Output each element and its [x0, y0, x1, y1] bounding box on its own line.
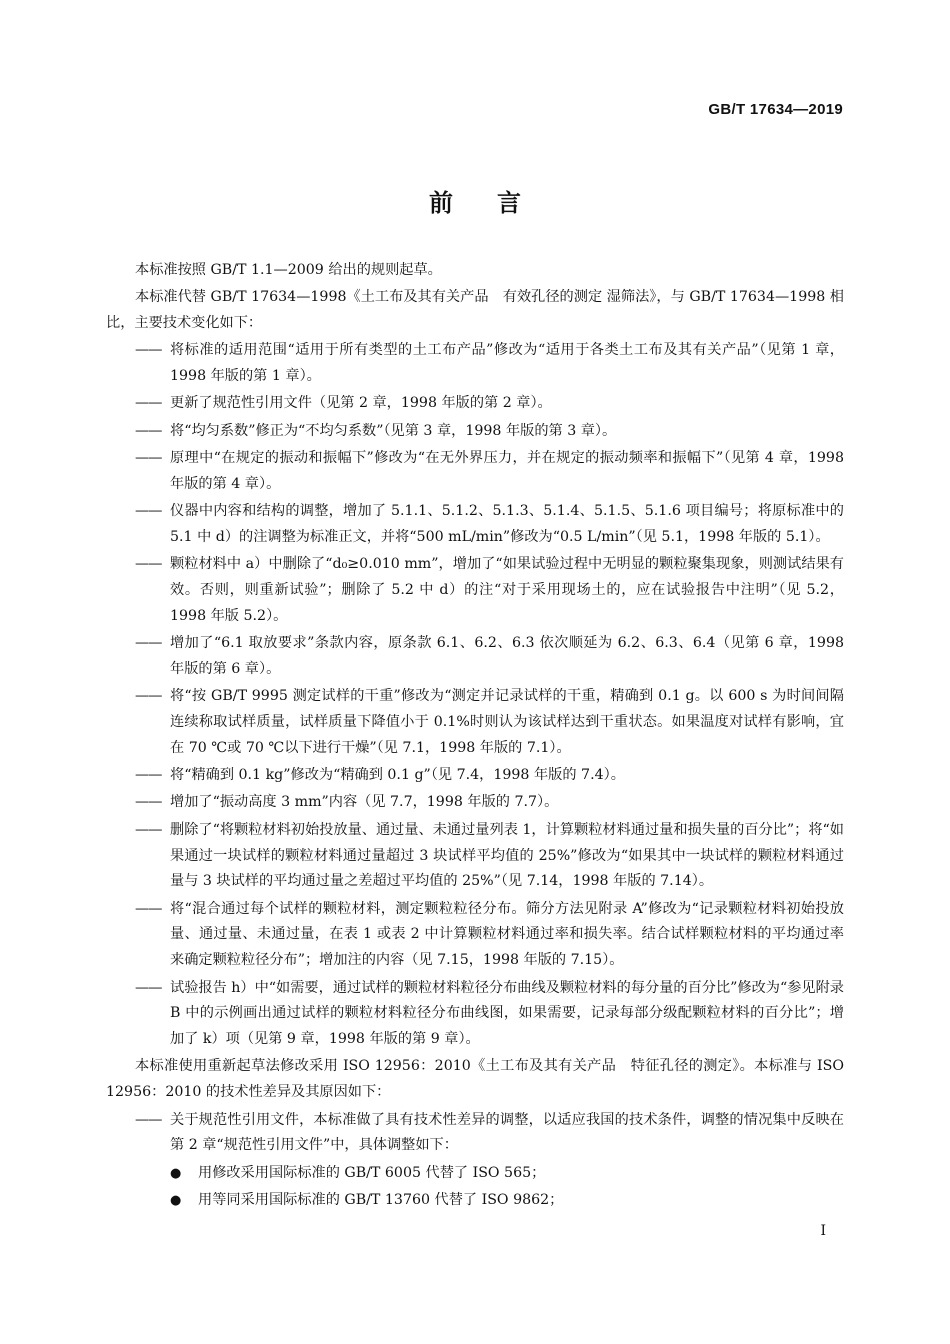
page-title: 前言: [429, 189, 565, 217]
list-item-text: 删除了“将颗粒材料初始投放量、通过量、未通过量列表 1，计算颗粒材料通过量和损失量的百分比”；将“如果通过一块试样的颗粒材料通过量超过 3 块试样平均值的 25%”修改为“如果其中一块试样的颗粒材料通过量与 3 块试样的平均通过量之差超过平均值的 25%”（见 7.14，1998 年版的 7.14）。: [170, 821, 844, 890]
standard-code: GB/T 17634—2019: [708, 101, 843, 118]
bullet-icon: ●: [170, 1165, 182, 1181]
list-item: [106, 419, 844, 445]
bullet-item: [106, 1161, 844, 1187]
list-item: [106, 338, 844, 390]
list-item-text: 将“按 GB/T 9995 测定试样的干重”修改为“测定并记录试样的干重，精确到 0.1 g。以 600 s 为时间间隔连续称取试样质量，试样质量下降值小于 0.1%时则认为该试样达到干重状态。如果温度对试样有影响，宜在 70 ℃或 70 ℃以下进行干燥”（见 7.1，1998 年版的 7.1）。: [170, 688, 844, 756]
bullet-item: [106, 1188, 844, 1214]
list-item-text: 增加了“6.1 取放要求”条款内容，原条款 6.1、6.2、6.3 依次顺延为 6.2、6.3、6.4（见第 6 章，1998 年版的第 6 章）。: [170, 635, 844, 677]
changes-list: [106, 338, 844, 1053]
list-item: [106, 684, 844, 761]
list-item-text: 将“混合通过每个试样的颗粒材料，测定颗粒粒径分布。筛分方法见附录 A”修改为“记录颗粒材料初始投放量、通过量、未通过量，在表 1 或表 2 中计算颗粒材料通过率和损失率。结合试样颗粒材料的平均通过率来确定颗粒粒径分布”；增加注的内容（见 7.15，1998 年版的 7.15）。: [170, 900, 844, 969]
list-item-text: 关于规范性引用文件，本标准做了具有技术性差异的调整，以适应我国的技术条件，调整的情况集中反映在第 2 章“规范性引用文件”中，具体调整如下：: [170, 1111, 844, 1154]
list-item-text: 将标准的适用范围“适用于所有类型的土工布产品”修改为“适用于各类土工布及其有关产品”（见第 1 章，1998 年版的第 1 章）。: [170, 342, 844, 385]
list-item-text: 更新了规范性引用文件（见第 2 章，1998 年版的第 2 章）。: [170, 395, 552, 412]
list-item-text: 增加了“振动高度 3 mm”内容（见 7.7，1998 年版的 7.7）。: [170, 794, 559, 811]
paragraph-replacement: 本标准代替 GB/T 17634—1998《土工布及其有关产品 有效孔径的测定 湿筛法》，与 GB/T 17634—1998 相比，主要技术变化如下：: [106, 289, 844, 332]
bullet-text: 用修改采用国际标准的 GB/T 6005 代替了 ISO 565；: [198, 1164, 546, 1181]
list-item-text: 颗粒材料中 a）中删除了“d₀≥0.010 mm”，增加了“如果试验过程中无明显的颗粒聚集现象，则测试结果有效。否则，则重新试验”；删除了 5.2 中 d）的注“对于采用现场土的，应在试验报告中注明”（见 5.2，1998 年版 5.2）。: [170, 556, 844, 624]
list-item: [106, 552, 844, 629]
list-item: [106, 818, 844, 895]
list-item: [106, 446, 844, 498]
bullet-text: 用等同采用国际标准的 GB/T 13760 代替了 ISO 9862；: [198, 1191, 564, 1208]
bullet-icon: ●: [170, 1192, 182, 1208]
list-item: [106, 631, 844, 683]
list-item-text: 将“均匀系数”修正为“不均匀系数”（见第 3 章，1998 年版的第 3 章）。: [170, 422, 617, 439]
list-item: [106, 1108, 844, 1160]
paragraph-drafting-rules: 本标准按照 GB/T 1.1—2009 给出的规则起草。: [135, 262, 442, 278]
list-item: [106, 763, 844, 789]
list-item: [106, 391, 844, 417]
list-item-text: 仪器中内容和结构的调整，增加了 5.1.1、5.1.2、5.1.3、5.1.4、5.1.5、5.1.6 项目编号；将原标准中的 5.1 中 d）的注调整为标准正文，并将“500 mL/min”修改为“0.5 L/min”（见 5.1，1998 年版的 5.1）。: [170, 503, 844, 545]
list-item-text: 试验报告 h）中“如需要，通过试样的颗粒材料粒径分布曲线及颗粒材料的每分量的百分比”修改为“参见附录 B 中的示例画出通过试样的颗粒材料粒径分布曲线图，如果需要，记录每部分级配颗粒材料的百分比”；增加了 k）项（见第 9 章，1998 年版的第 9 章）。: [170, 979, 844, 1048]
list-item-text: 原理中“在规定的振动和振幅下”修改为“在无外界压力，并在规定的振动频率和振幅下”（见第 4 章，1998 年版的第 4 章）。: [170, 450, 844, 492]
list-item: [106, 897, 844, 974]
list-item: [106, 790, 844, 816]
page-number: I: [820, 1223, 826, 1239]
list-item-text: 将“精确到 0.1 kg”修改为“精确到 0.1 g”（见 7.4，1998 年版的 7.4）。: [170, 767, 625, 784]
paragraph-iso-adoption: 本标准使用重新起草法修改采用 ISO 12956：2010《土工布及其有关产品 特征孔径的测定》。本标准与 ISO 12956：2010 的技术性差异及其原因如下：: [106, 1058, 844, 1101]
list-item: [106, 976, 844, 1053]
list-item: [106, 499, 844, 551]
document-body: [106, 258, 844, 1215]
